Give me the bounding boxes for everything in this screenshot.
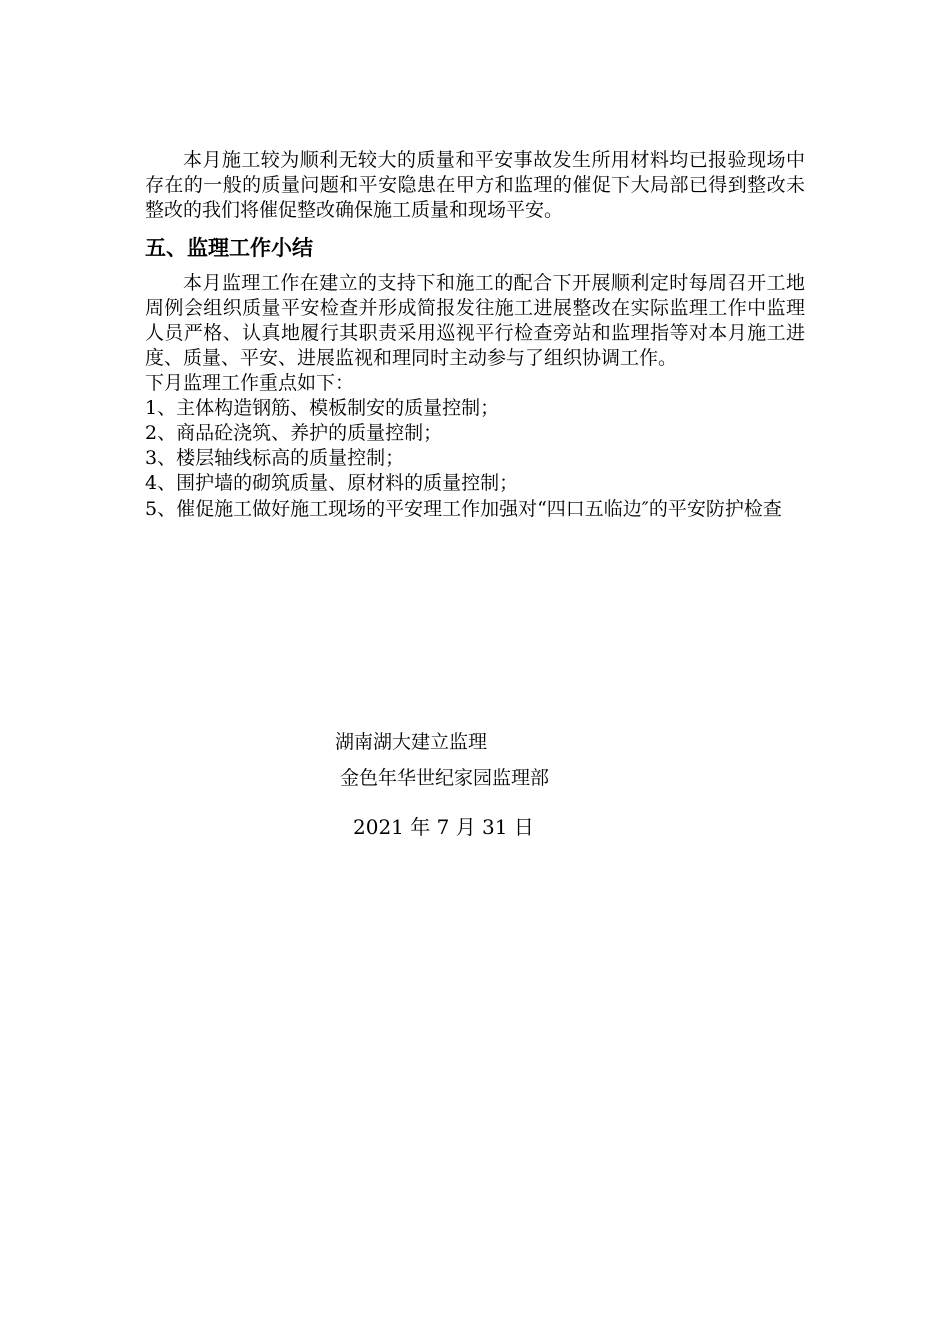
list-item: 1、主体构造钢筋、模板制安的质量控制； <box>145 397 500 419</box>
signature-date: 2021 年 7 月 31 日 <box>353 815 534 839</box>
signature-department: 金色年华世纪家园监理部 <box>340 767 550 789</box>
signature-organization: 湖南湖大建立监理 <box>335 731 488 753</box>
list-item: 2、商品砼浇筑、养护的质量控制； <box>145 422 443 444</box>
summary-paragraph: 本月监理工作在建立的支持下和施工的配合下开展顺利定时每周召开工地周例会组织质量平安检查并形成简报发往施工进展整改在实际监理工作中监理人员严格、认真地履行其职责采用巡视平行检查旁站和监理指等对本月施工进度、质量、平安、进展监视和理同时主动参与了组织协调工作。 <box>145 272 805 369</box>
list-item: 5、催促施工做好施工现场的平安理工作加强对“四口五临边″的平安防护检查 <box>145 498 782 520</box>
list-item: 3、楼层轴线标高的质量控制； <box>145 447 405 469</box>
list-item: 4、围护墙的砌筑质量、原材料的质量控制； <box>145 472 519 494</box>
intro-paragraph: 本月施工较为顺利无较大的质量和平安事故发生所用材料均已报验现场中存在的一般的质量问题和平安隐患在甲方和监理的催促下大局部已得到整改未整改的我们将催促整改确保施工质量和现场平安。 <box>145 149 805 221</box>
next-month-list <box>145 396 805 526</box>
section-heading: 五、监理工作小结 <box>145 236 313 260</box>
next-month-intro: 下月监理工作重点如下： <box>145 372 355 394</box>
document-body <box>145 148 805 526</box>
